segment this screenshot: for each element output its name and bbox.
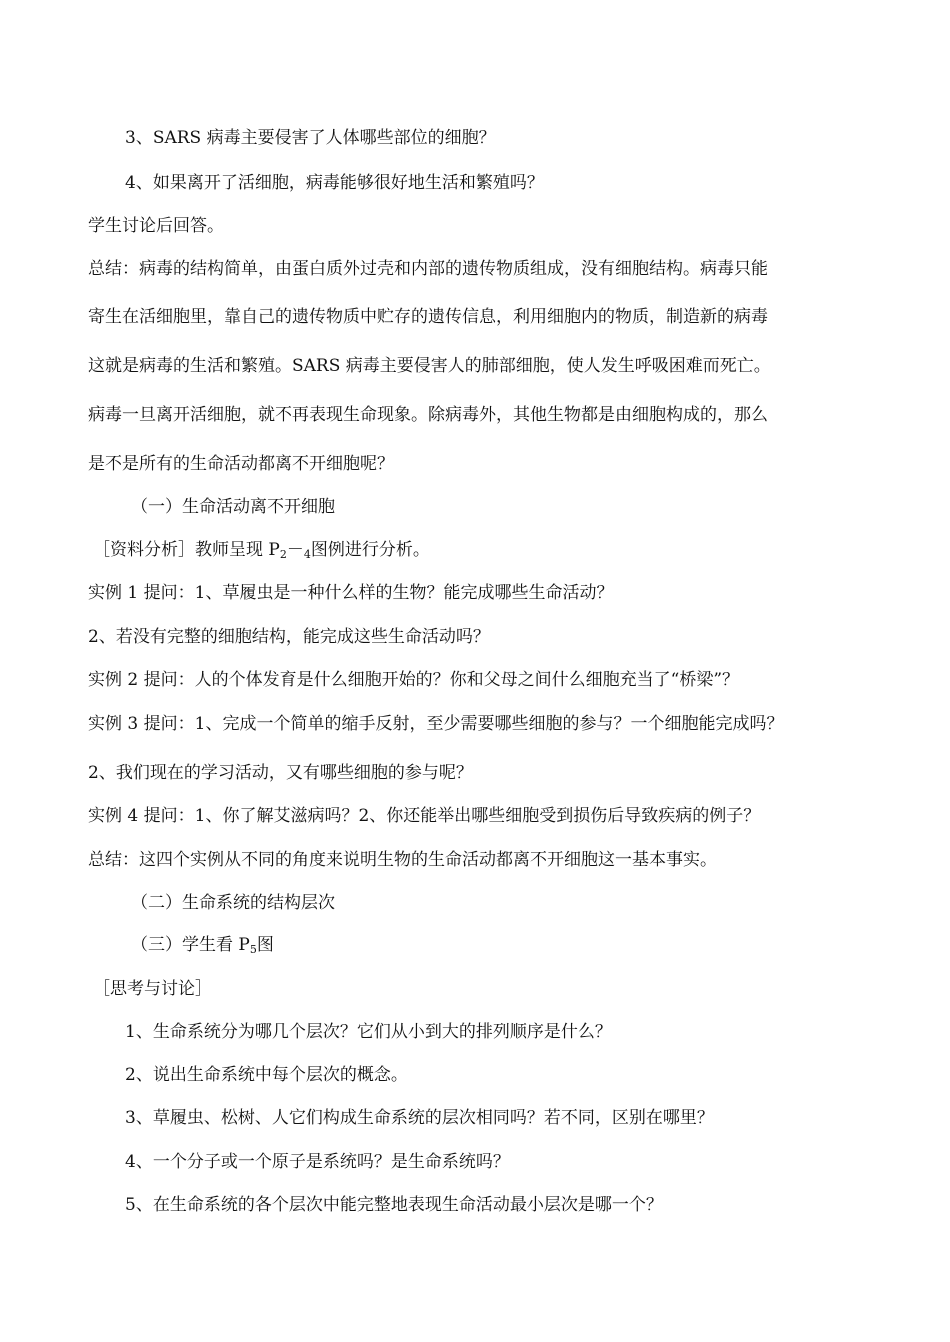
examples-summary: 总结：这四个实例从不同的角度来说明生物的生命活动都离不开细胞这一基本事实。 <box>88 850 717 870</box>
summary-line-4: 病毒一旦离开活细胞，就不再表现生命现象。除病毒外，其他生物都是由细胞构成的，那么 <box>88 405 768 425</box>
question-3: 3、SARS 病毒主要侵害了人体哪些部位的细胞？ <box>125 128 496 148</box>
summary-line-5: 是不是所有的生命活动都离不开细胞呢？ <box>88 454 394 474</box>
section-heading-3: （三）学生看 $P_5$图 <box>131 935 274 956</box>
discussion-question-3: 3、草履虫、松树、人它们构成生命系统的层次相同吗？若不同，区别在哪里？ <box>125 1108 714 1128</box>
section-heading-1: （一）生命活动离不开细胞 <box>131 497 335 517</box>
question-4: 4、如果离开了活细胞，病毒能够很好地生活和繁殖吗？ <box>125 173 544 193</box>
discussion-question-4: 4、一个分子或一个原子是系统吗？是生命系统吗？ <box>125 1152 510 1172</box>
summary-line-2: 寄生在活细胞里，靠自己的遗传物质中贮存的遗传信息，利用细胞内的物质，制造新的病毒 <box>88 307 768 327</box>
example-3-question-1: 实例 3 提问：1、完成一个简单的缩手反射，至少需要哪些细胞的参与？一个细胞能完成吗？ <box>88 714 784 734</box>
example-2-question: 实例 2 提问：人的个体发育是什么细胞开始的？你和父母之间什么细胞充当了“桥梁”？ <box>88 670 740 690</box>
section-heading-2: （二）生命系统的结构层次 <box>131 893 335 913</box>
example-3-question-2: 2、我们现在的学习活动，又有哪些细胞的参与呢？ <box>88 763 473 783</box>
discussion-question-5: 5、在生命系统的各个层次中能完整地表现生命活动最小层次是哪一个？ <box>125 1195 663 1215</box>
summary-line-3: 这就是病毒的生活和繁殖。SARS 病毒主要侵害人的肺部细胞，使人发生呼吸困难而死亡。 <box>88 356 771 376</box>
student-discussion: 学生讨论后回答。 <box>88 216 224 236</box>
summary-line-1: 总结：病毒的结构简单，由蛋白质外过壳和内部的遗传物质组成，没有细胞结构。病毒只能 <box>88 259 768 279</box>
example-1-question-2: 2、若没有完整的细胞结构，能完成这些生命活动吗？ <box>88 627 490 647</box>
example-4-question: 实例 4 提问：1、你了解艾滋病吗？2、你还能举出哪些细胞受到损伤后导致疾病的例子？ <box>88 806 761 826</box>
material-analysis: ［资料分析］教师呈现 $P_2-_4$图例进行分析。 <box>93 540 430 561</box>
think-and-discuss: ［思考与讨论］ <box>93 979 212 999</box>
discussion-question-2: 2、说出生命系统中每个层次的概念。 <box>125 1065 408 1085</box>
example-1-question-1: 实例 1 提问：1、草履虫是一种什么样的生物？能完成哪些生命活动？ <box>88 583 614 603</box>
discussion-question-1: 1、生命系统分为哪几个层次？它们从小到大的排列顺序是什么？ <box>125 1022 612 1042</box>
